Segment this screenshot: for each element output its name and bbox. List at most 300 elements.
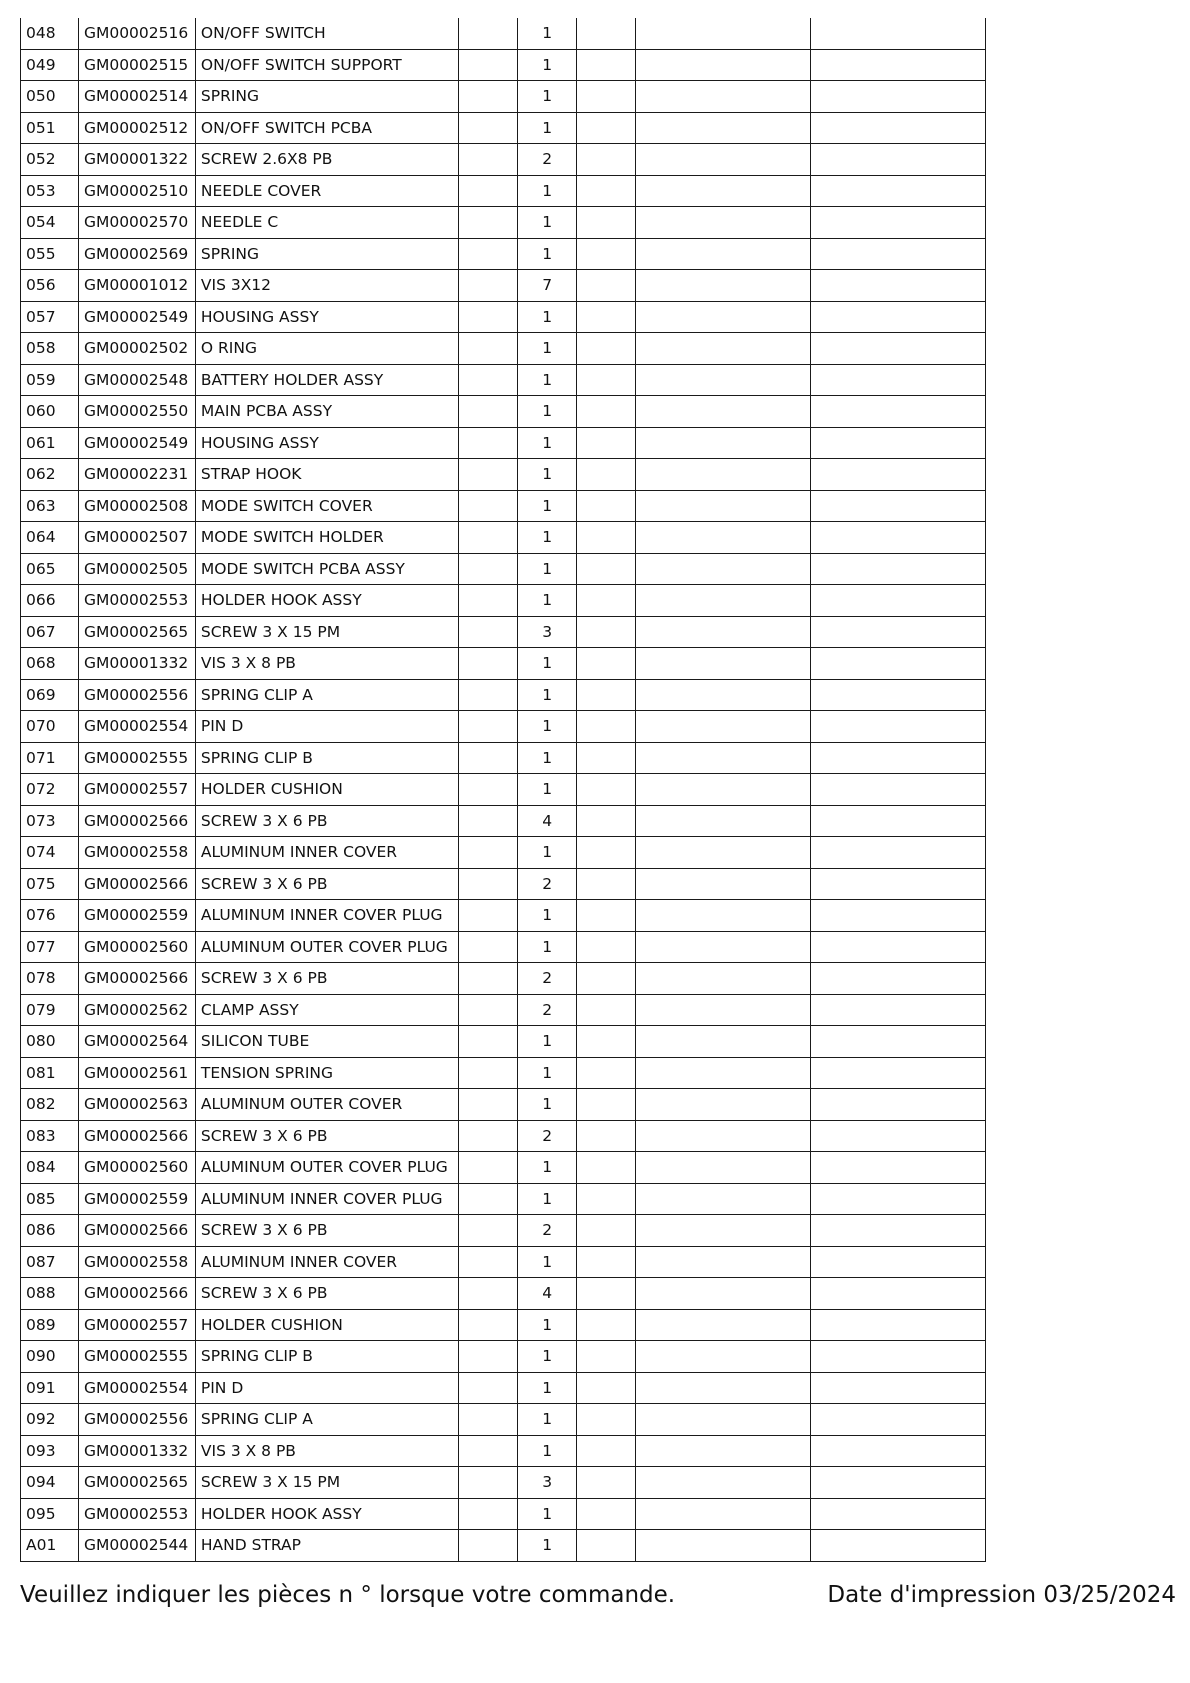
description-cell: ON/OFF SWITCH PCBA: [195, 112, 458, 144]
description-cell: SCREW 3 X 15 PM: [195, 1467, 458, 1499]
blank-cell-c: [636, 144, 811, 176]
blank-cell-b: [577, 207, 636, 239]
table-row: [21, 144, 986, 176]
part-number-cell: 091: [21, 1372, 79, 1404]
blank-cell-a: [459, 994, 518, 1026]
blank-cell-c: [636, 18, 811, 49]
table-row: [21, 490, 986, 522]
blank-cell-a: [459, 522, 518, 554]
reference-cell: GM00002555: [78, 1341, 195, 1373]
quantity-cell: 1: [518, 490, 577, 522]
table-row: [21, 301, 986, 333]
part-number-cell: 090: [21, 1341, 79, 1373]
blank-cell-c: [636, 1089, 811, 1121]
quantity-cell: 1: [518, 931, 577, 963]
part-number-cell: 086: [21, 1215, 79, 1247]
blank-cell-b: [577, 1246, 636, 1278]
description-cell: SPRING CLIP B: [195, 1341, 458, 1373]
blank-cell-c: [636, 711, 811, 743]
blank-cell-c: [636, 1278, 811, 1310]
blank-cell-b: [577, 616, 636, 648]
reference-cell: GM00002557: [78, 774, 195, 806]
quantity-cell: 1: [518, 238, 577, 270]
blank-cell-d: [811, 648, 986, 680]
part-number-cell: 058: [21, 333, 79, 365]
blank-cell-d: [811, 1309, 986, 1341]
description-cell: ON/OFF SWITCH: [195, 18, 458, 49]
reference-cell: GM00002553: [78, 1498, 195, 1530]
blank-cell-d: [811, 805, 986, 837]
part-number-cell: 069: [21, 679, 79, 711]
blank-cell-b: [577, 1089, 636, 1121]
table-row: [21, 18, 986, 49]
blank-cell-d: [811, 333, 986, 365]
blank-cell-b: [577, 1183, 636, 1215]
blank-cell-a: [459, 1246, 518, 1278]
blank-cell-a: [459, 774, 518, 806]
quantity-cell: 1: [518, 648, 577, 680]
part-number-cell: 085: [21, 1183, 79, 1215]
part-number-cell: 073: [21, 805, 79, 837]
quantity-cell: 1: [518, 1498, 577, 1530]
blank-cell-d: [811, 1026, 986, 1058]
blank-cell-c: [636, 553, 811, 585]
description-cell: MODE SWITCH HOLDER: [195, 522, 458, 554]
part-number-cell: 051: [21, 112, 79, 144]
description-cell: HAND STRAP: [195, 1530, 458, 1562]
quantity-cell: 1: [518, 364, 577, 396]
blank-cell-b: [577, 49, 636, 81]
quantity-cell: 1: [518, 742, 577, 774]
description-cell: SPRING CLIP B: [195, 742, 458, 774]
table-row: [21, 1215, 986, 1247]
blank-cell-a: [459, 364, 518, 396]
description-cell: HOLDER CUSHION: [195, 774, 458, 806]
blank-cell-d: [811, 837, 986, 869]
part-number-cell: 089: [21, 1309, 79, 1341]
blank-cell-d: [811, 1341, 986, 1373]
blank-cell-c: [636, 931, 811, 963]
description-cell: VIS 3 X 8 PB: [195, 648, 458, 680]
table-row: [21, 1530, 986, 1562]
blank-cell-a: [459, 1215, 518, 1247]
reference-cell: GM00001322: [78, 144, 195, 176]
reference-cell: GM00002565: [78, 616, 195, 648]
blank-cell-c: [636, 805, 811, 837]
reference-cell: GM00002516: [78, 18, 195, 49]
footer-print-date: Date d'impression 03/25/2024: [827, 1582, 1176, 1608]
reference-cell: GM00002563: [78, 1089, 195, 1121]
table-row: [21, 1026, 986, 1058]
blank-cell-a: [459, 238, 518, 270]
table-row: [21, 837, 986, 869]
blank-cell-d: [811, 1246, 986, 1278]
description-cell: MODE SWITCH COVER: [195, 490, 458, 522]
table-row: [21, 868, 986, 900]
reference-cell: GM00002231: [78, 459, 195, 491]
part-number-cell: 088: [21, 1278, 79, 1310]
reference-cell: GM00002554: [78, 1372, 195, 1404]
quantity-cell: 1: [518, 1057, 577, 1089]
table-row: [21, 207, 986, 239]
blank-cell-b: [577, 333, 636, 365]
reference-cell: GM00002559: [78, 1183, 195, 1215]
quantity-cell: 1: [518, 553, 577, 585]
blank-cell-d: [811, 1530, 986, 1562]
description-cell: SCREW 2.6X8 PB: [195, 144, 458, 176]
blank-cell-a: [459, 81, 518, 113]
blank-cell-c: [636, 207, 811, 239]
description-cell: ALUMINUM OUTER COVER PLUG: [195, 931, 458, 963]
blank-cell-b: [577, 1057, 636, 1089]
blank-cell-c: [636, 868, 811, 900]
part-number-cell: 062: [21, 459, 79, 491]
blank-cell-d: [811, 49, 986, 81]
reference-cell: GM00002507: [78, 522, 195, 554]
blank-cell-c: [636, 301, 811, 333]
blank-cell-b: [577, 301, 636, 333]
blank-cell-b: [577, 774, 636, 806]
blank-cell-c: [636, 994, 811, 1026]
table-row: [21, 1057, 986, 1089]
table-row: [21, 396, 986, 428]
blank-cell-b: [577, 490, 636, 522]
blank-cell-d: [811, 1467, 986, 1499]
blank-cell-d: [811, 238, 986, 270]
blank-cell-d: [811, 616, 986, 648]
part-number-cell: 082: [21, 1089, 79, 1121]
blank-cell-a: [459, 1183, 518, 1215]
part-number-cell: 064: [21, 522, 79, 554]
blank-cell-b: [577, 1309, 636, 1341]
part-number-cell: 078: [21, 963, 79, 995]
blank-cell-c: [636, 1530, 811, 1562]
blank-cell-b: [577, 1372, 636, 1404]
blank-cell-b: [577, 270, 636, 302]
table-row: [21, 333, 986, 365]
blank-cell-b: [577, 931, 636, 963]
blank-cell-a: [459, 1026, 518, 1058]
blank-cell-b: [577, 18, 636, 49]
blank-cell-a: [459, 144, 518, 176]
description-cell: VIS 3X12: [195, 270, 458, 302]
blank-cell-b: [577, 1152, 636, 1184]
part-number-cell: 054: [21, 207, 79, 239]
blank-cell-a: [459, 1089, 518, 1121]
blank-cell-c: [636, 616, 811, 648]
quantity-cell: 1: [518, 1152, 577, 1184]
description-cell: ALUMINUM INNER COVER PLUG: [195, 1183, 458, 1215]
description-cell: SPRING CLIP A: [195, 1404, 458, 1436]
table-row: [21, 648, 986, 680]
reference-cell: GM00002559: [78, 900, 195, 932]
part-number-cell: 061: [21, 427, 79, 459]
part-number-cell: 059: [21, 364, 79, 396]
description-cell: SPRING CLIP A: [195, 679, 458, 711]
table-row: [21, 1309, 986, 1341]
blank-cell-b: [577, 994, 636, 1026]
blank-cell-c: [636, 522, 811, 554]
blank-cell-d: [811, 1057, 986, 1089]
blank-cell-d: [811, 459, 986, 491]
blank-cell-c: [636, 679, 811, 711]
reference-cell: GM00002561: [78, 1057, 195, 1089]
blank-cell-b: [577, 175, 636, 207]
blank-cell-b: [577, 900, 636, 932]
blank-cell-d: [811, 81, 986, 113]
part-number-cell: 072: [21, 774, 79, 806]
blank-cell-a: [459, 301, 518, 333]
reference-cell: GM00002566: [78, 1120, 195, 1152]
blank-cell-b: [577, 1341, 636, 1373]
reference-cell: GM00002515: [78, 49, 195, 81]
reference-cell: GM00002570: [78, 207, 195, 239]
blank-cell-d: [811, 1152, 986, 1184]
description-cell: NEEDLE C: [195, 207, 458, 239]
reference-cell: GM00002558: [78, 1246, 195, 1278]
table-row: [21, 553, 986, 585]
blank-cell-a: [459, 207, 518, 239]
blank-cell-b: [577, 364, 636, 396]
reference-cell: GM00002550: [78, 396, 195, 428]
blank-cell-c: [636, 1341, 811, 1373]
part-number-cell: 065: [21, 553, 79, 585]
blank-cell-c: [636, 364, 811, 396]
quantity-cell: 2: [518, 1120, 577, 1152]
description-cell: SCREW 3 X 6 PB: [195, 1120, 458, 1152]
reference-cell: GM00002566: [78, 1215, 195, 1247]
table-row: [21, 238, 986, 270]
table-row: [21, 994, 986, 1026]
blank-cell-d: [811, 396, 986, 428]
blank-cell-b: [577, 238, 636, 270]
blank-cell-a: [459, 648, 518, 680]
blank-cell-a: [459, 1530, 518, 1562]
blank-cell-c: [636, 1372, 811, 1404]
blank-cell-b: [577, 585, 636, 617]
quantity-cell: 1: [518, 49, 577, 81]
reference-cell: GM00002560: [78, 1152, 195, 1184]
table-row: [21, 1246, 986, 1278]
table-row: [21, 175, 986, 207]
part-number-cell: 080: [21, 1026, 79, 1058]
reference-cell: GM00002549: [78, 301, 195, 333]
table-row: [21, 1467, 986, 1499]
description-cell: O RING: [195, 333, 458, 365]
part-number-cell: 075: [21, 868, 79, 900]
blank-cell-d: [811, 522, 986, 554]
table-row: [21, 112, 986, 144]
quantity-cell: 1: [518, 900, 577, 932]
blank-cell-a: [459, 333, 518, 365]
description-cell: SCREW 3 X 6 PB: [195, 1278, 458, 1310]
table-row: [21, 931, 986, 963]
quantity-cell: 1: [518, 1404, 577, 1436]
reference-cell: GM00002554: [78, 711, 195, 743]
blank-cell-a: [459, 1120, 518, 1152]
blank-cell-c: [636, 837, 811, 869]
blank-cell-c: [636, 585, 811, 617]
part-number-cell: 060: [21, 396, 79, 428]
blank-cell-c: [636, 81, 811, 113]
blank-cell-c: [636, 1435, 811, 1467]
blank-cell-d: [811, 175, 986, 207]
blank-cell-a: [459, 931, 518, 963]
blank-cell-d: [811, 1089, 986, 1121]
description-cell: BATTERY HOLDER ASSY: [195, 364, 458, 396]
reference-cell: GM00002556: [78, 679, 195, 711]
blank-cell-d: [811, 112, 986, 144]
blank-cell-a: [459, 459, 518, 491]
reference-cell: GM00002514: [78, 81, 195, 113]
blank-cell-c: [636, 175, 811, 207]
blank-cell-c: [636, 459, 811, 491]
blank-cell-d: [811, 364, 986, 396]
blank-cell-c: [636, 1246, 811, 1278]
quantity-cell: 7: [518, 270, 577, 302]
part-number-cell: 092: [21, 1404, 79, 1436]
blank-cell-d: [811, 144, 986, 176]
quantity-cell: 2: [518, 963, 577, 995]
part-number-cell: 087: [21, 1246, 79, 1278]
blank-cell-c: [636, 1215, 811, 1247]
part-number-cell: 048: [21, 18, 79, 49]
blank-cell-d: [811, 207, 986, 239]
table-row: [21, 679, 986, 711]
part-number-cell: 056: [21, 270, 79, 302]
blank-cell-c: [636, 1120, 811, 1152]
part-number-cell: 079: [21, 994, 79, 1026]
blank-cell-b: [577, 1026, 636, 1058]
blank-cell-d: [811, 931, 986, 963]
blank-cell-b: [577, 553, 636, 585]
blank-cell-b: [577, 522, 636, 554]
description-cell: ALUMINUM OUTER COVER PLUG: [195, 1152, 458, 1184]
blank-cell-a: [459, 1404, 518, 1436]
blank-cell-d: [811, 679, 986, 711]
blank-cell-d: [811, 301, 986, 333]
description-cell: VIS 3 X 8 PB: [195, 1435, 458, 1467]
part-number-cell: 050: [21, 81, 79, 113]
blank-cell-c: [636, 427, 811, 459]
blank-cell-b: [577, 805, 636, 837]
table-row: [21, 1404, 986, 1436]
quantity-cell: 1: [518, 1246, 577, 1278]
blank-cell-a: [459, 1278, 518, 1310]
blank-cell-b: [577, 711, 636, 743]
part-number-cell: 049: [21, 49, 79, 81]
reference-cell: GM00002562: [78, 994, 195, 1026]
description-cell: ALUMINUM INNER COVER: [195, 1246, 458, 1278]
blank-cell-d: [811, 994, 986, 1026]
blank-cell-d: [811, 1372, 986, 1404]
description-cell: SPRING: [195, 238, 458, 270]
description-cell: SPRING: [195, 81, 458, 113]
quantity-cell: 1: [518, 1530, 577, 1562]
blank-cell-d: [811, 1215, 986, 1247]
parts-table-body: [21, 18, 986, 1561]
quantity-cell: 1: [518, 396, 577, 428]
blank-cell-a: [459, 49, 518, 81]
footer-order-note: Veuillez indiquer les pièces n ° lorsque votre commande.: [20, 1582, 676, 1608]
table-row: [21, 1435, 986, 1467]
table-row: [21, 459, 986, 491]
description-cell: HOUSING ASSY: [195, 427, 458, 459]
blank-cell-b: [577, 679, 636, 711]
reference-cell: GM00002564: [78, 1026, 195, 1058]
table-row: [21, 774, 986, 806]
table-row: [21, 805, 986, 837]
table-row: [21, 1278, 986, 1310]
quantity-cell: 3: [518, 616, 577, 648]
quantity-cell: 1: [518, 711, 577, 743]
description-cell: ALUMINUM OUTER COVER: [195, 1089, 458, 1121]
blank-cell-b: [577, 427, 636, 459]
blank-cell-b: [577, 81, 636, 113]
blank-cell-d: [811, 1498, 986, 1530]
description-cell: ALUMINUM INNER COVER PLUG: [195, 900, 458, 932]
quantity-cell: 1: [518, 333, 577, 365]
blank-cell-c: [636, 1467, 811, 1499]
blank-cell-d: [811, 900, 986, 932]
blank-cell-b: [577, 1278, 636, 1310]
blank-cell-d: [811, 1183, 986, 1215]
quantity-cell: 3: [518, 1467, 577, 1499]
reference-cell: GM00001332: [78, 648, 195, 680]
blank-cell-d: [811, 1404, 986, 1436]
description-cell: SCREW 3 X 6 PB: [195, 868, 458, 900]
blank-cell-d: [811, 742, 986, 774]
blank-cell-a: [459, 805, 518, 837]
blank-cell-d: [811, 1120, 986, 1152]
reference-cell: GM00002565: [78, 1467, 195, 1499]
description-cell: NEEDLE COVER: [195, 175, 458, 207]
description-cell: SCREW 3 X 6 PB: [195, 805, 458, 837]
quantity-cell: 2: [518, 868, 577, 900]
blank-cell-d: [811, 868, 986, 900]
blank-cell-a: [459, 490, 518, 522]
reference-cell: GM00002510: [78, 175, 195, 207]
blank-cell-d: [811, 270, 986, 302]
part-number-cell: 068: [21, 648, 79, 680]
blank-cell-a: [459, 742, 518, 774]
blank-cell-b: [577, 1467, 636, 1499]
blank-cell-a: [459, 553, 518, 585]
blank-cell-c: [636, 742, 811, 774]
blank-cell-b: [577, 396, 636, 428]
table-row: [21, 522, 986, 554]
part-number-cell: 052: [21, 144, 79, 176]
blank-cell-b: [577, 963, 636, 995]
part-number-cell: 055: [21, 238, 79, 270]
table-row: [21, 616, 986, 648]
blank-cell-a: [459, 270, 518, 302]
description-cell: HOUSING ASSY: [195, 301, 458, 333]
blank-cell-a: [459, 427, 518, 459]
blank-cell-c: [636, 963, 811, 995]
reference-cell: GM00002566: [78, 868, 195, 900]
quantity-cell: 1: [518, 1026, 577, 1058]
table-row: [21, 1183, 986, 1215]
description-cell: MODE SWITCH PCBA ASSY: [195, 553, 458, 585]
quantity-cell: 2: [518, 144, 577, 176]
quantity-cell: 1: [518, 207, 577, 239]
reference-cell: GM00002558: [78, 837, 195, 869]
blank-cell-d: [811, 1435, 986, 1467]
blank-cell-c: [636, 1057, 811, 1089]
reference-cell: GM00001332: [78, 1435, 195, 1467]
quantity-cell: 2: [518, 994, 577, 1026]
